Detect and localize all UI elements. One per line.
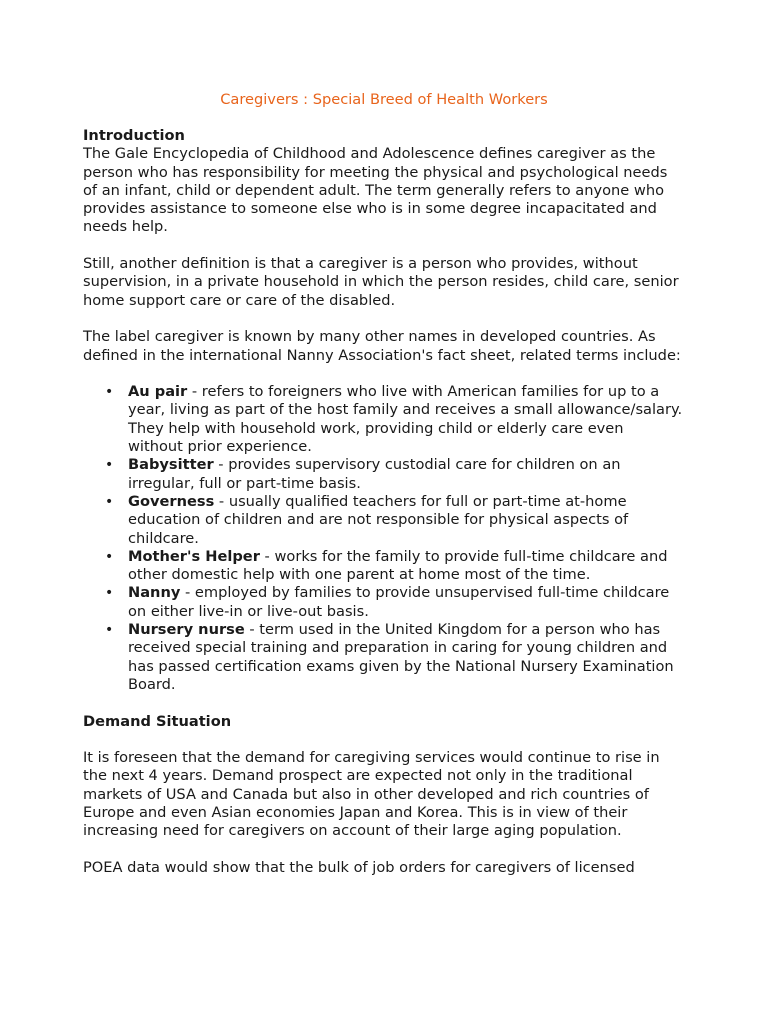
- term-name: Au pair: [128, 383, 188, 401]
- paragraph-gap: [83, 841, 683, 859]
- term-definition: - term used in the United Kingdom for a person who has received special training and preparation in caring for young children and has passed certification exams given by the National Nursery Examination Board.: [128, 621, 674, 693]
- demand-paragraph-1: It is foreseen that the demand for caregiving services would continue to rise in the next 4 years. Demand prospect are expected not only in the traditional markets of USA and Canada but also in other developed and rich countries of Europe and even Asian economies Japan and Korea. This is in view of their increasing need for caregivers on account of their large aging population.: [83, 749, 660, 840]
- list-item: [105, 584, 683, 621]
- paragraph-gap: [83, 694, 683, 712]
- list-item: [105, 456, 683, 493]
- document-body: [83, 127, 683, 877]
- term-definition: - usually qualified teachers for full or part-time at-home education of children and are not responsible for physical aspects of childcare.: [128, 492, 629, 547]
- demand-heading: Demand Situation: [83, 712, 232, 730]
- intro-paragraph-1: The Gale Encyclopedia of Childhood and Adolescence defines caregiver as the person who has responsibility for meeting the physical and psychological needs of an infant, child or dependent adult. The term generally refers to anyone who provides assistance to someone else who is in some degree incapacitated and needs help.: [83, 145, 668, 236]
- paragraph-gap: [83, 310, 683, 328]
- term-definition: - employed by families to provide unsupervised full-time childcare on either live-in or live-out basis.: [128, 584, 670, 620]
- paragraph-gap: [83, 365, 683, 383]
- bullet-icon: •: [105, 457, 114, 474]
- term-definition: - works for the family to provide full-time childcare and other domestic help with one parent at home most of the time.: [128, 547, 668, 584]
- bullet-icon: •: [105, 585, 114, 602]
- bullet-icon: •: [105, 622, 114, 639]
- paragraph-gap: [83, 731, 683, 749]
- term-definition: - refers to foreigners who live with American families for up to a year, living as part of the host family and receives a small allowance/salary. They help with household work, providing child or elderly care even without prior experience.: [128, 383, 683, 456]
- term-name: Babysitter: [128, 456, 214, 474]
- intro-paragraph-2: Still, another definition is that a caregiver is a person who provides, without supervision, in a private household in which the person resides, child care, senior home support care or care of the disabled.: [83, 255, 679, 309]
- list-item: [105, 492, 683, 548]
- term-name: Nanny: [128, 584, 181, 602]
- demand-paragraph-2: POEA data would show that the bulk of job orders for caregivers of licensed: [83, 858, 635, 876]
- term-name: Nursery nurse: [128, 621, 245, 639]
- document-title: Caregivers : Special Breed of Health Workers: [220, 91, 548, 108]
- list-item: [105, 547, 683, 585]
- related-terms-list: [83, 383, 683, 694]
- bullet-icon: •: [105, 548, 114, 565]
- list-item: [105, 383, 683, 456]
- introduction-heading: Introduction: [83, 127, 185, 144]
- term-name: Governess: [128, 492, 215, 510]
- term-definition: - provides supervisory custodial care for children on an irregular, full or part-time basis.: [128, 456, 621, 492]
- bullet-icon: •: [105, 493, 114, 510]
- intro-paragraph-3: The label caregiver is known by many other names in developed countries. As defined in the international Nanny Association's fact sheet, related terms include:: [83, 328, 681, 364]
- list-item: [105, 621, 683, 694]
- paragraph-gap: [83, 237, 683, 255]
- bullet-icon: •: [105, 384, 114, 401]
- term-name: Mother's Helper: [128, 547, 260, 565]
